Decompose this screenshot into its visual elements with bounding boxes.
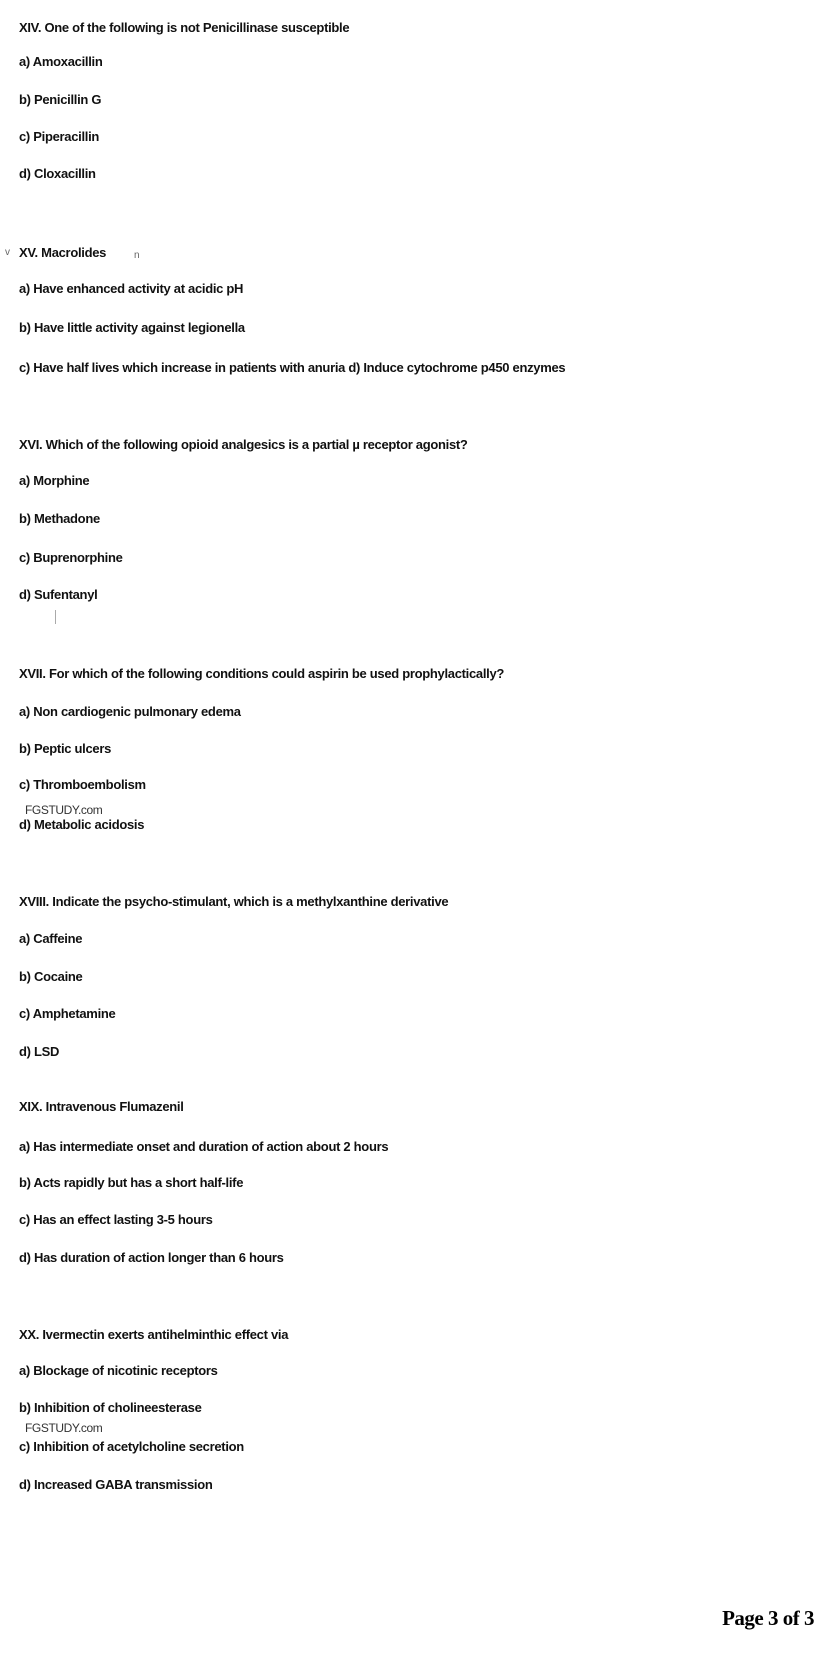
question-title: XV. Macrolides xyxy=(19,245,107,260)
watermark: FGSTUDY.com xyxy=(25,1421,103,1435)
answer-option: b) Penicillin G xyxy=(19,92,102,107)
answer-option: d) Metabolic acidosis xyxy=(19,817,145,832)
answer-option: b) Have little activity against legionella xyxy=(19,320,245,335)
watermark: FGSTUDY.com xyxy=(25,803,103,817)
answer-option: c) Buprenorphine xyxy=(19,550,123,565)
answer-option: b) Cocaine xyxy=(19,969,83,984)
question-title: XVI. Which of the following opioid analgesics is a partial µ receptor agonist? xyxy=(19,437,468,452)
answer-option: c) Have half lives which increase in patients with anuria d) Induce cytochrome p450 enzymes xyxy=(19,360,566,375)
stray-mark: v xyxy=(5,247,10,258)
answer-option: b) Inhibition of cholineesterase xyxy=(19,1400,202,1415)
answer-option: a) Has intermediate onset and duration of action about 2 hours xyxy=(19,1139,389,1154)
answer-option: b) Acts rapidly but has a short half-life xyxy=(19,1175,244,1190)
answer-option: c) Piperacillin xyxy=(19,129,100,144)
answer-option: b) Methadone xyxy=(19,511,100,526)
answer-option: a) Amoxacillin xyxy=(19,54,103,69)
question-title: XIX. Intravenous Flumazenil xyxy=(19,1099,184,1114)
answer-option: a) Blockage of nicotinic receptors xyxy=(19,1363,218,1378)
answer-option: d) Sufentanyl xyxy=(19,587,98,602)
answer-option: c) Inhibition of acetylcholine secretion xyxy=(19,1439,244,1454)
question-title: XX. Ivermectin exerts antihelminthic effect via xyxy=(19,1327,289,1342)
answer-option: d) Cloxacillin xyxy=(19,166,96,181)
stray-mark: n xyxy=(134,250,140,261)
question-title: XVIII. Indicate the psycho-stimulant, which is a methylxanthine derivative xyxy=(19,894,449,909)
answer-option: b) Peptic ulcers xyxy=(19,741,112,756)
answer-option: c) Thromboembolism xyxy=(19,777,146,792)
answer-option: a) Caffeine xyxy=(19,931,83,946)
page-number: Page 3 of 3 xyxy=(722,1606,814,1630)
answer-option: a) Have enhanced activity at acidic pH xyxy=(19,281,244,296)
answer-option: d) Has duration of action longer than 6 hours xyxy=(19,1250,284,1265)
answer-option: a) Non cardiogenic pulmonary edema xyxy=(19,704,241,719)
question-title: XIV. One of the following is not Penicillinase susceptible xyxy=(19,20,350,35)
question-title: XVII. For which of the following conditions could aspirin be used prophylactically? xyxy=(19,666,505,681)
answer-option: d) Increased GABA transmission xyxy=(19,1477,213,1492)
answer-option: d) LSD xyxy=(19,1044,60,1059)
answer-option: c) Has an effect lasting 3-5 hours xyxy=(19,1212,213,1227)
answer-option: c) Amphetamine xyxy=(19,1006,116,1021)
answer-option: a) Morphine xyxy=(19,473,90,488)
stray-tick xyxy=(55,610,56,624)
